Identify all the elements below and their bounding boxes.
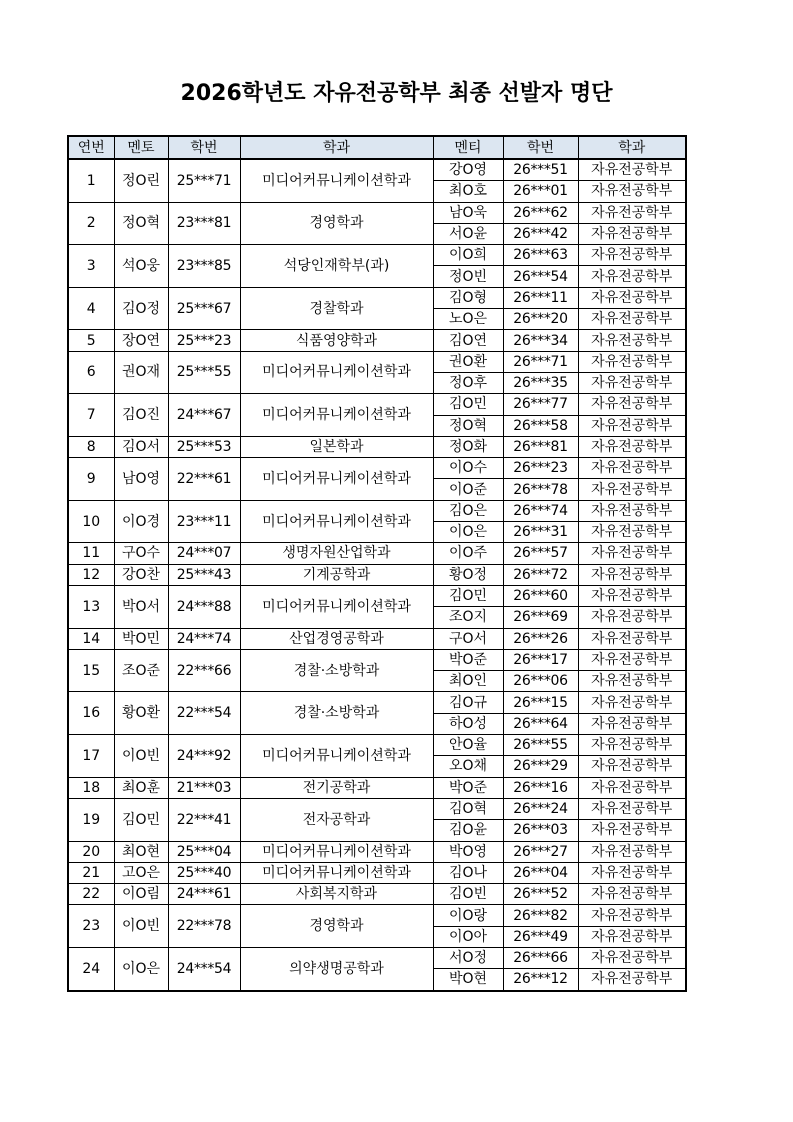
mentee-name: 권O환 (433, 351, 503, 372)
mentor-name: 장O연 (114, 330, 168, 351)
header-mentor-id: 학번 (168, 136, 240, 159)
mentor-name: 권O재 (114, 351, 168, 394)
mentee-student-id: 26***23 (503, 458, 578, 479)
mentee-name: 조O지 (433, 607, 503, 628)
mentee-student-id: 26***01 (503, 181, 578, 202)
mentee-student-id: 26***55 (503, 735, 578, 756)
mentor-student-id: 25***53 (168, 436, 240, 457)
mentor-department: 미디어커뮤니케이션학과 (240, 394, 433, 437)
mentor-student-id: 22***61 (168, 458, 240, 501)
mentee-name: 이O준 (433, 479, 503, 500)
mentee-student-id: 26***81 (503, 436, 578, 457)
table-row (68, 159, 686, 181)
mentee-student-id: 26***20 (503, 309, 578, 330)
mentor-student-id: 23***81 (168, 202, 240, 245)
mentee-name: 김O은 (433, 500, 503, 521)
document-title: 2026학년도 자유전공학부 최종 선발자 명단 (180, 81, 613, 106)
mentee-student-id: 26***52 (503, 884, 578, 905)
mentor-department: 미디어커뮤니케이션학과 (240, 500, 433, 543)
mentee-student-id: 26***54 (503, 266, 578, 287)
mentee-department: 자유전공학부 (578, 756, 686, 777)
mentee-name: 강O영 (433, 159, 503, 181)
mentor-student-id: 21***03 (168, 777, 240, 798)
header-mentor: 멘토 (114, 136, 168, 159)
mentee-department: 자유전공학부 (578, 820, 686, 841)
mentor-name: 이O빈 (114, 735, 168, 778)
mentee-department: 자유전공학부 (578, 671, 686, 692)
mentor-department: 미디어커뮤니케이션학과 (240, 159, 433, 202)
mentee-student-id: 26***04 (503, 862, 578, 883)
mentor-student-id: 23***85 (168, 245, 240, 288)
mentee-name: 박O준 (433, 649, 503, 670)
table-row (68, 351, 686, 372)
mentee-department: 자유전공학부 (578, 777, 686, 798)
row-number: 12 (68, 564, 114, 585)
mentee-department: 자유전공학부 (578, 436, 686, 457)
mentor-student-id: 24***61 (168, 884, 240, 905)
mentee-department: 자유전공학부 (578, 181, 686, 202)
mentor-name: 이O림 (114, 884, 168, 905)
mentee-name: 박O준 (433, 777, 503, 798)
mentor-student-id: 22***54 (168, 692, 240, 735)
table-row (68, 777, 686, 798)
mentee-student-id: 26***26 (503, 628, 578, 649)
mentee-department: 자유전공학부 (578, 713, 686, 734)
mentee-department: 자유전공학부 (578, 330, 686, 351)
row-number: 22 (68, 884, 114, 905)
table-body (68, 159, 686, 991)
row-number: 5 (68, 330, 114, 351)
mentee-department: 자유전공학부 (578, 415, 686, 436)
mentor-department: 경영학과 (240, 202, 433, 245)
mentor-name: 김O정 (114, 287, 168, 330)
table-row (68, 862, 686, 883)
mentee-department: 자유전공학부 (578, 500, 686, 521)
mentee-name: 서O윤 (433, 223, 503, 244)
mentee-name: 김O연 (433, 330, 503, 351)
mentee-department: 자유전공학부 (578, 202, 686, 223)
mentee-department: 자유전공학부 (578, 479, 686, 500)
mentee-name: 이O랑 (433, 905, 503, 926)
mentor-name: 구O수 (114, 543, 168, 564)
mentor-name: 고O은 (114, 862, 168, 883)
mentor-department: 전기공학과 (240, 777, 433, 798)
mentor-name: 최O훈 (114, 777, 168, 798)
table-row (68, 245, 686, 266)
mentee-department: 자유전공학부 (578, 223, 686, 244)
mentor-department: 생명자원산업학과 (240, 543, 433, 564)
row-number: 8 (68, 436, 114, 457)
mentor-department: 의약생명공학과 (240, 947, 433, 990)
mentor-department: 산업경영공학과 (240, 628, 433, 649)
mentor-department: 경찰학과 (240, 287, 433, 330)
mentee-student-id: 26***57 (503, 543, 578, 564)
mentor-name: 황O환 (114, 692, 168, 735)
mentee-department: 자유전공학부 (578, 735, 686, 756)
row-number: 17 (68, 735, 114, 778)
mentee-name: 김O민 (433, 394, 503, 415)
mentee-student-id: 26***12 (503, 969, 578, 991)
table-row (68, 735, 686, 756)
row-number: 11 (68, 543, 114, 564)
mentor-student-id: 23***11 (168, 500, 240, 543)
mentee-student-id: 26***11 (503, 287, 578, 308)
mentee-student-id: 26***51 (503, 159, 578, 181)
mentor-student-id: 25***55 (168, 351, 240, 394)
header-no: 연번 (68, 136, 114, 159)
mentee-department: 자유전공학부 (578, 628, 686, 649)
selection-table (67, 135, 687, 992)
mentee-department: 자유전공학부 (578, 798, 686, 819)
mentee-department: 자유전공학부 (578, 585, 686, 606)
table-row (68, 330, 686, 351)
mentee-student-id: 26***49 (503, 926, 578, 947)
mentee-name: 이O은 (433, 522, 503, 543)
table-row (68, 500, 686, 521)
mentee-student-id: 26***16 (503, 777, 578, 798)
mentee-name: 이O주 (433, 543, 503, 564)
row-number: 2 (68, 202, 114, 245)
mentor-student-id: 25***40 (168, 862, 240, 883)
mentee-name: 최O호 (433, 181, 503, 202)
mentor-name: 박O민 (114, 628, 168, 649)
mentee-student-id: 26***58 (503, 415, 578, 436)
mentee-student-id: 26***72 (503, 564, 578, 585)
row-number: 6 (68, 351, 114, 394)
mentee-department: 자유전공학부 (578, 649, 686, 670)
mentee-name: 김O형 (433, 287, 503, 308)
mentor-department: 식품영양학과 (240, 330, 433, 351)
mentee-name: 하O성 (433, 713, 503, 734)
mentee-name: 김O규 (433, 692, 503, 713)
mentee-department: 자유전공학부 (578, 841, 686, 862)
mentor-department: 미디어커뮤니케이션학과 (240, 735, 433, 778)
mentor-student-id: 24***88 (168, 585, 240, 628)
mentee-student-id: 26***69 (503, 607, 578, 628)
mentee-name: 최O인 (433, 671, 503, 692)
table-row (68, 628, 686, 649)
mentee-name: 구O서 (433, 628, 503, 649)
mentee-name: 정O후 (433, 372, 503, 393)
mentee-name: 이O희 (433, 245, 503, 266)
mentee-student-id: 26***17 (503, 649, 578, 670)
table-row (68, 841, 686, 862)
mentee-department: 자유전공학부 (578, 543, 686, 564)
row-number: 18 (68, 777, 114, 798)
mentor-name: 최O현 (114, 841, 168, 862)
row-number: 15 (68, 649, 114, 692)
mentee-name: 김O혁 (433, 798, 503, 819)
mentor-department: 경찰·소방학과 (240, 692, 433, 735)
mentee-student-id: 26***24 (503, 798, 578, 819)
mentee-name: 박O현 (433, 969, 503, 991)
mentor-student-id: 24***67 (168, 394, 240, 437)
table-row (68, 436, 686, 457)
row-number: 9 (68, 458, 114, 501)
mentor-student-id: 24***54 (168, 947, 240, 990)
header-mentee: 멘티 (433, 136, 503, 159)
mentor-student-id: 22***41 (168, 798, 240, 841)
mentor-student-id: 24***07 (168, 543, 240, 564)
table-row (68, 458, 686, 479)
table-row (68, 564, 686, 585)
mentor-student-id: 25***04 (168, 841, 240, 862)
table-row (68, 947, 686, 968)
mentee-department: 자유전공학부 (578, 159, 686, 181)
mentor-department: 미디어커뮤니케이션학과 (240, 585, 433, 628)
mentor-student-id: 25***71 (168, 159, 240, 202)
mentor-department: 미디어커뮤니케이션학과 (240, 841, 433, 862)
row-number: 4 (68, 287, 114, 330)
mentee-department: 자유전공학부 (578, 884, 686, 905)
mentee-department: 자유전공학부 (578, 969, 686, 991)
mentor-name: 김O서 (114, 436, 168, 457)
row-number: 3 (68, 245, 114, 288)
mentor-name: 정O린 (114, 159, 168, 202)
mentor-name: 정O혁 (114, 202, 168, 245)
mentor-student-id: 24***74 (168, 628, 240, 649)
mentee-department: 자유전공학부 (578, 926, 686, 947)
mentor-department: 석당인재학부(과) (240, 245, 433, 288)
mentor-name: 조O준 (114, 649, 168, 692)
mentee-name: 이O수 (433, 458, 503, 479)
mentee-student-id: 26***64 (503, 713, 578, 734)
mentor-department: 미디어커뮤니케이션학과 (240, 458, 433, 501)
row-number: 19 (68, 798, 114, 841)
row-number: 24 (68, 947, 114, 990)
header-mentee-dept: 학과 (578, 136, 686, 159)
mentee-student-id: 26***42 (503, 223, 578, 244)
mentor-name: 이O빈 (114, 905, 168, 948)
mentee-department: 자유전공학부 (578, 372, 686, 393)
mentor-name: 김O진 (114, 394, 168, 437)
mentee-name: 정O화 (433, 436, 503, 457)
table-row (68, 202, 686, 223)
table-row (68, 905, 686, 926)
mentor-department: 일본학과 (240, 436, 433, 457)
mentee-student-id: 26***77 (503, 394, 578, 415)
mentee-student-id: 26***74 (503, 500, 578, 521)
table-row (68, 585, 686, 606)
mentor-name: 석O웅 (114, 245, 168, 288)
mentee-student-id: 26***71 (503, 351, 578, 372)
mentee-department: 자유전공학부 (578, 564, 686, 585)
mentee-department: 자유전공학부 (578, 905, 686, 926)
mentor-name: 이O은 (114, 947, 168, 990)
mentee-department: 자유전공학부 (578, 266, 686, 287)
mentee-name: 박O영 (433, 841, 503, 862)
mentee-department: 자유전공학부 (578, 862, 686, 883)
row-number: 14 (68, 628, 114, 649)
mentee-name: 김O나 (433, 862, 503, 883)
mentor-department: 미디어커뮤니케이션학과 (240, 351, 433, 394)
mentee-department: 자유전공학부 (578, 947, 686, 968)
mentee-name: 김O민 (433, 585, 503, 606)
mentor-student-id: 25***23 (168, 330, 240, 351)
mentee-department: 자유전공학부 (578, 287, 686, 308)
row-number: 21 (68, 862, 114, 883)
table-row (68, 543, 686, 564)
mentor-department: 미디어커뮤니케이션학과 (240, 862, 433, 883)
mentee-student-id: 26***63 (503, 245, 578, 266)
table-row (68, 649, 686, 670)
mentor-student-id: 25***67 (168, 287, 240, 330)
mentee-student-id: 26***66 (503, 947, 578, 968)
mentor-department: 기계공학과 (240, 564, 433, 585)
mentee-name: 오O채 (433, 756, 503, 777)
mentee-student-id: 26***34 (503, 330, 578, 351)
table-row (68, 884, 686, 905)
mentee-student-id: 26***60 (503, 585, 578, 606)
mentor-department: 경영학과 (240, 905, 433, 948)
mentor-name: 강O찬 (114, 564, 168, 585)
mentee-student-id: 26***62 (503, 202, 578, 223)
mentee-student-id: 26***27 (503, 841, 578, 862)
mentee-name: 김O빈 (433, 884, 503, 905)
mentee-student-id: 26***82 (503, 905, 578, 926)
table-row (68, 394, 686, 415)
row-number: 10 (68, 500, 114, 543)
mentor-department: 전자공학과 (240, 798, 433, 841)
mentee-student-id: 26***78 (503, 479, 578, 500)
mentor-student-id: 25***43 (168, 564, 240, 585)
table-row (68, 287, 686, 308)
mentor-student-id: 22***78 (168, 905, 240, 948)
mentee-department: 자유전공학부 (578, 607, 686, 628)
mentee-department: 자유전공학부 (578, 522, 686, 543)
header-mentee-id: 학번 (503, 136, 578, 159)
mentor-name: 김O민 (114, 798, 168, 841)
mentor-name: 이O경 (114, 500, 168, 543)
mentee-student-id: 26***15 (503, 692, 578, 713)
table-row (68, 692, 686, 713)
mentee-department: 자유전공학부 (578, 309, 686, 330)
mentee-name: 정O혁 (433, 415, 503, 436)
mentee-department: 자유전공학부 (578, 351, 686, 372)
mentor-department: 경찰·소방학과 (240, 649, 433, 692)
mentee-student-id: 26***06 (503, 671, 578, 692)
table-header-row (68, 136, 686, 159)
mentor-name: 남O영 (114, 458, 168, 501)
mentee-department: 자유전공학부 (578, 692, 686, 713)
mentee-name: 정O빈 (433, 266, 503, 287)
mentee-student-id: 26***31 (503, 522, 578, 543)
row-number: 16 (68, 692, 114, 735)
mentor-department: 사회복지학과 (240, 884, 433, 905)
mentee-name: 노O은 (433, 309, 503, 330)
mentee-name: 안O율 (433, 735, 503, 756)
mentee-student-id: 26***03 (503, 820, 578, 841)
mentee-department: 자유전공학부 (578, 458, 686, 479)
mentor-name: 박O서 (114, 585, 168, 628)
header-mentor-dept: 학과 (240, 136, 433, 159)
mentee-department: 자유전공학부 (578, 245, 686, 266)
mentee-name: 이O아 (433, 926, 503, 947)
row-number: 1 (68, 159, 114, 202)
mentee-student-id: 26***29 (503, 756, 578, 777)
row-number: 7 (68, 394, 114, 437)
row-number: 13 (68, 585, 114, 628)
mentee-name: 남O욱 (433, 202, 503, 223)
mentee-department: 자유전공학부 (578, 394, 686, 415)
mentor-student-id: 22***66 (168, 649, 240, 692)
table-row (68, 798, 686, 819)
mentee-name: 서O정 (433, 947, 503, 968)
mentee-student-id: 26***35 (503, 372, 578, 393)
row-number: 23 (68, 905, 114, 948)
row-number: 20 (68, 841, 114, 862)
mentee-name: 황O정 (433, 564, 503, 585)
mentor-student-id: 24***92 (168, 735, 240, 778)
mentee-name: 김O윤 (433, 820, 503, 841)
